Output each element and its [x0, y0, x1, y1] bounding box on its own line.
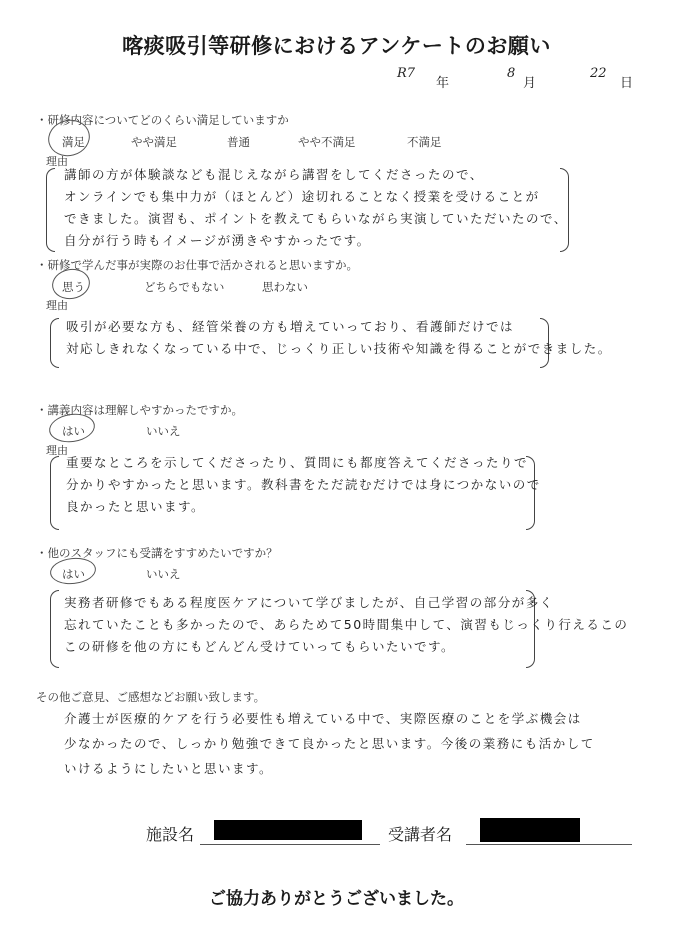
attendee-name-redacted: [480, 818, 580, 842]
facility-underline: [200, 844, 380, 845]
option-yes[interactable]: はい: [62, 424, 85, 438]
closing-message: ご協力ありがとうございました。: [209, 889, 464, 909]
option-agree[interactable]: 思う: [62, 280, 85, 294]
date-day-unit: 日: [620, 76, 634, 91]
question-prompt: ・研修で学んだ事が実際のお仕事で活かされると思いますか。: [36, 258, 358, 272]
option-yes[interactable]: はい: [62, 567, 85, 581]
reason-label: 理由: [46, 155, 68, 168]
option-dissatisfied[interactable]: 不満足: [407, 135, 442, 149]
comments-prompt: その他ご意見、ご感想などお願い致します。: [36, 690, 266, 704]
attendee-underline: [466, 844, 632, 845]
facility-label: 施設名: [146, 825, 195, 844]
option-somewhat-dissatisfied[interactable]: やや不満足: [298, 135, 356, 149]
answer-text: 吸引が必要な方も、経管栄養の方も増えていっており、看護師だけでは 対応しきれなくなっている中で、じっくり正しい技術や知識を得ることができました。: [66, 319, 612, 356]
option-somewhat-satisfied[interactable]: やや満足: [131, 135, 177, 149]
question-prompt: ・研修内容についてどのくらい満足していますか: [36, 113, 289, 127]
date-era-value: R7: [397, 66, 416, 81]
answer-text: 重要なところを示してくださったり、質問にも都度答えてくださったりで 分かりやすかったと思います。教科書をただ読むだけでは身につかないので 良かったと思います。: [66, 455, 541, 514]
page-title: 喀痰吸引等研修におけるアンケートのお願い: [122, 34, 551, 58]
bracket-left: [50, 590, 59, 668]
option-no[interactable]: いいえ: [146, 567, 181, 581]
option-no[interactable]: いいえ: [146, 424, 181, 438]
question-prompt: ・他のスタッフにも受講をすすめたいですか？: [36, 546, 278, 560]
attendee-label: 受講者名: [388, 825, 453, 844]
option-neutral[interactable]: 普通: [227, 135, 250, 149]
reason-label: 理由: [46, 444, 68, 457]
comments-answer: 介護士が医療的ケアを行う必要性も増えている中で、実際医療のことを学ぶ機会は 少なかったので、しっかり勉強できて良かったと思います。今後の業務にも活かして いけるようにしたいと思います。: [64, 711, 595, 776]
option-neither[interactable]: どちらでもない: [144, 280, 225, 294]
option-disagree[interactable]: 思わない: [262, 280, 308, 294]
date-year-unit: 年: [436, 76, 450, 91]
answer-text: 講師の方が体験談なども混じえながら講習をしてくださったので、 オンラインでも集中力が（ほとんど）途切れることなく授業を受けることが できました。演習も、ポイントを教えてもらいながら実演していただいたので、 自分が行う時もイメージが湧きやすかったです。: [64, 167, 568, 248]
date-month-unit: 月: [523, 76, 537, 91]
option-satisfied[interactable]: 満足: [62, 135, 85, 149]
date-month-value: 8: [507, 66, 516, 81]
facility-name-redacted: [214, 820, 362, 840]
date-day-value: 22: [590, 66, 607, 81]
bracket-left: [50, 456, 59, 530]
reason-label: 理由: [46, 299, 68, 312]
bracket-left: [50, 318, 59, 368]
bracket-left: [46, 168, 55, 252]
answer-text: 実務者研修でもある程度医ケアについて学びましたが、自己学習の部分が多く 忘れていたことも多かったので、あらためて50時間集中して、演習もじっくり行えるこの この研修を他の方にもどんどん受けていってもらいたいです。: [64, 595, 629, 654]
question-prompt: ・講義内容は理解しやすかったですか。: [36, 403, 243, 417]
